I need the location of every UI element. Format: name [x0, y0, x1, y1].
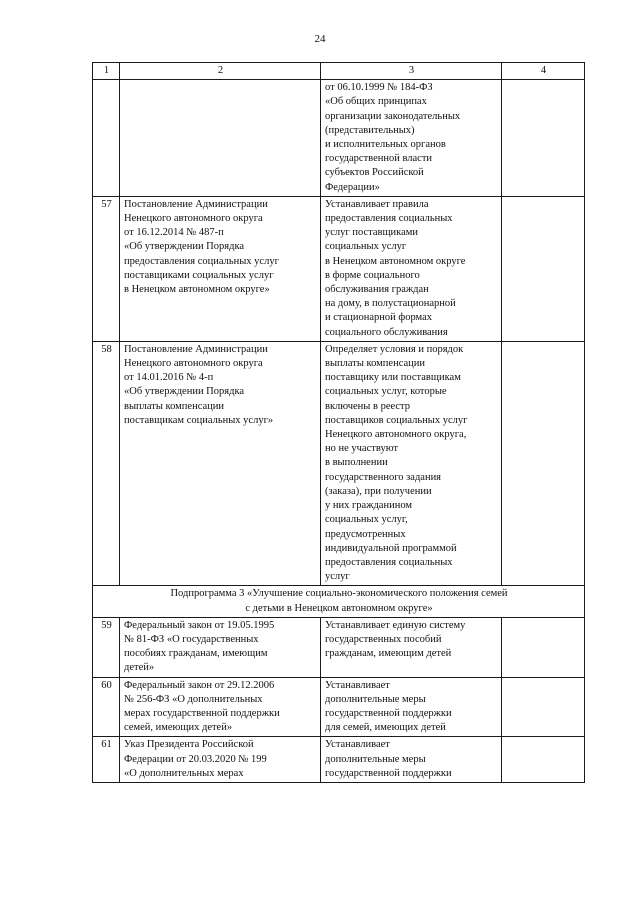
legal-acts-table — [92, 62, 585, 783]
row-document: Федеральный закон от 29.12.2006 № 256-ФЗ «О дополнительных мерах государственной поддержки семей, имеющих детей» — [120, 677, 321, 737]
row-document: Постановление Администрации Ненецкого автономного округа от 16.12.2014 № 487-п «Об утверждении Порядка предоставления социальных услуг поставщиками социальных услуг в Ненецком автономном округе» — [120, 196, 321, 341]
row-note — [502, 617, 585, 677]
section-heading: Подпрограмма 3 «Улучшение социально-экономического положения семей с детьми в Ненецком автономном округе» — [93, 586, 585, 617]
row-description: Определяет условия и порядок выплаты компенсации поставщику или поставщикам социальных услуг, которые включены в реестр поставщиков социальных услуг Ненецкого автономного округа, но не участвуют в выполнении государственного задания (заказа), при получении у них гражданином социальных услуг, предусмотренных индивидуальной программой предоставления социальных услуг — [321, 341, 502, 585]
row-document — [120, 80, 321, 197]
table-row — [93, 341, 585, 585]
row-description: Устанавливает дополнительные меры государственной поддержки — [321, 737, 502, 783]
row-number — [93, 80, 120, 197]
table-row — [93, 617, 585, 677]
row-number: 59 — [93, 617, 120, 677]
table-header-row — [93, 63, 585, 80]
col-header-note: 4 — [502, 63, 585, 80]
page-number: 24 — [314, 33, 326, 45]
row-note — [502, 341, 585, 585]
row-description: Устанавливает единую систему государственных пособий гражданам, имеющим детей — [321, 617, 502, 677]
col-header-document: 2 — [120, 63, 321, 80]
row-document: Постановление Администрации Ненецкого автономного округа от 14.01.2016 № 4-п «Об утверждении Порядка выплаты компенсации поставщикам социальных услуг» — [120, 341, 321, 585]
section-row — [93, 586, 585, 617]
row-number: 61 — [93, 737, 120, 783]
table-row — [93, 677, 585, 737]
row-number: 60 — [93, 677, 120, 737]
row-description: от 06.10.1999 № 184-ФЗ «Об общих принципах организации законодательных (представительных) и исполнительных органов государственной власти субъектов Российской Федерации» — [321, 80, 502, 197]
row-document: Федеральный закон от 19.05.1995 № 81-ФЗ «О государственных пособиях гражданам, имеющим детей» — [120, 617, 321, 677]
row-document: Указ Президента Российской Федерации от 20.03.2020 № 199 «О дополнительных мерах — [120, 737, 321, 783]
col-header-number: 1 — [93, 63, 120, 80]
row-note — [502, 737, 585, 783]
table-row — [93, 196, 585, 341]
row-note — [502, 677, 585, 737]
row-note — [502, 196, 585, 341]
row-description: Устанавливает дополнительные меры государственной поддержки для семей, имеющих детей — [321, 677, 502, 737]
row-number: 57 — [93, 196, 120, 341]
col-header-description: 3 — [321, 63, 502, 80]
row-description: Устанавливает правила предоставления социальных услуг поставщиками социальных услуг в Ненецком автономном округе в форме социального обслуживания граждан на дому, в полустационарной и стационарной формах социального обслуживания — [321, 196, 502, 341]
table-row — [93, 737, 585, 783]
row-number: 58 — [93, 341, 120, 585]
row-note — [502, 80, 585, 197]
table-row — [93, 80, 585, 197]
